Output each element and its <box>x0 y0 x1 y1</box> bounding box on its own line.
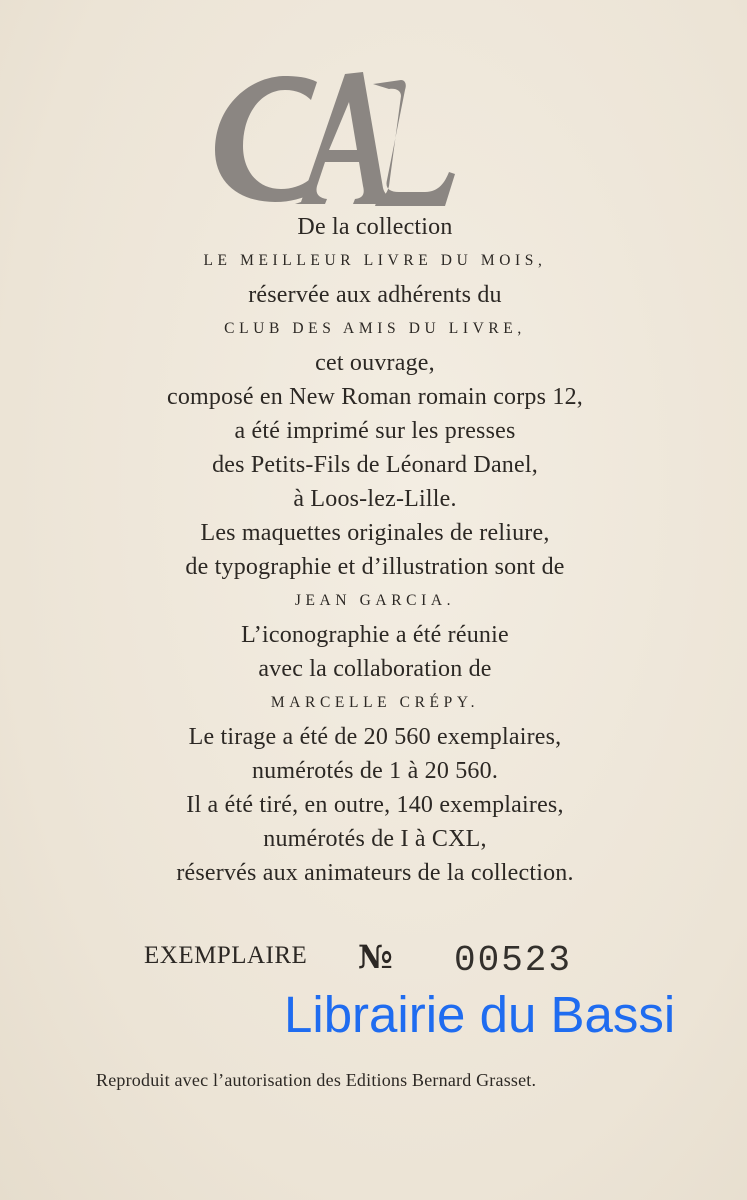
colophon-line: Il a été tiré, en outre, 140 exemplaires, <box>186 792 564 818</box>
colophon-line: CLUB DES AMIS DU LIVRE, <box>224 320 526 337</box>
numero-sign: № <box>358 938 393 976</box>
colophon-line: Le tirage a été de 20 560 exemplaires, <box>188 724 562 750</box>
copy-number-label: EXEMPLAIRE <box>144 942 308 969</box>
colophon-line: LE MEILLEUR LIVRE DU MOIS, <box>203 252 547 269</box>
colophon-line: de typographie et d’illustration sont de <box>185 554 565 580</box>
colophon-line: JEAN GARCIA. <box>294 592 456 609</box>
colophon-line: cet ouvrage, <box>315 350 435 376</box>
colophon-line: numérotés de I à CXL, <box>263 826 487 852</box>
colophon-line: Les maquettes originales de reliure, <box>200 520 550 546</box>
colophon-line: L’iconographie a été réunie <box>241 622 509 648</box>
colophon-text <box>60 210 690 890</box>
colophon-line: numérotés de 1 à 20 560. <box>251 758 499 784</box>
copy-number-line <box>144 938 664 988</box>
colophon-line: des Petits-Fils de Léonard Danel, <box>212 452 538 478</box>
colophon-line: composé en New Roman romain corps 12, <box>167 384 583 410</box>
colophon-line: réservés aux animateurs de la collection. <box>176 860 574 886</box>
copy-number-value: 00523 <box>454 940 573 981</box>
colophon-line: avec la collaboration de <box>258 656 492 682</box>
colophon-line: De la collection <box>297 214 453 240</box>
colophon-line: réservée aux adhérents du <box>248 282 502 308</box>
cal-logo <box>205 62 460 212</box>
bookseller-watermark: Librairie du Bassi <box>284 986 676 1043</box>
colophon-line: MARCELLE CRÉPY. <box>270 694 480 711</box>
colophon-line: à Loos-lez-Lille. <box>293 486 457 512</box>
colophon-line: a été imprimé sur les presses <box>234 418 516 444</box>
reproduction-credit: Reproduit avec l’autorisation des Editions Bernard Grasset. <box>96 1070 537 1090</box>
